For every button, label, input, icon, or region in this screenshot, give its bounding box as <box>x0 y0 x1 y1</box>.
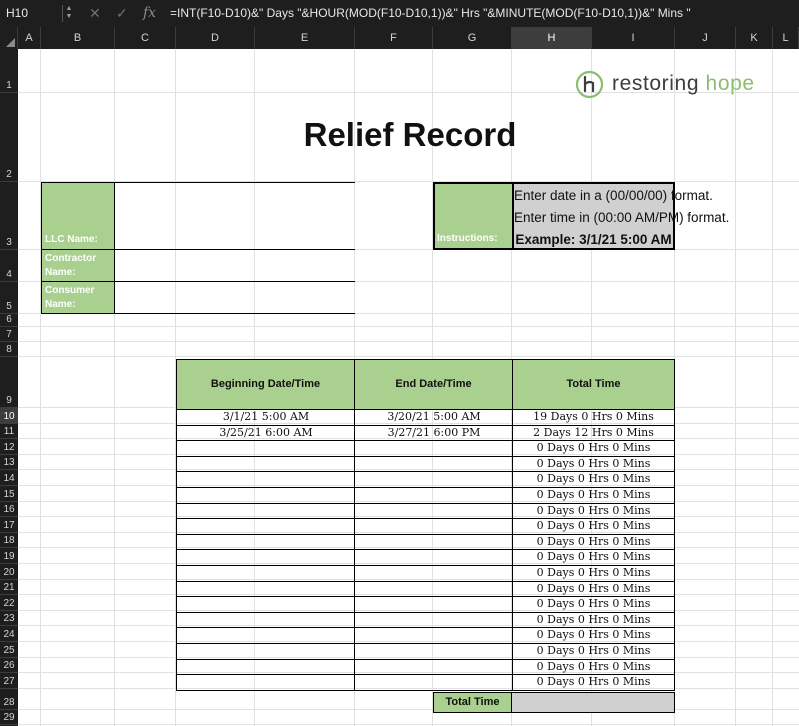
row-header-18[interactable] <box>0 533 18 549</box>
beginning-date-time-cell[interactable] <box>176 597 355 613</box>
column-header-h[interactable]: H <box>512 27 592 49</box>
grid-column-line <box>772 49 773 726</box>
row-header-25[interactable] <box>0 642 18 658</box>
row-header-20[interactable] <box>0 564 18 580</box>
row-number: 26 <box>3 660 15 672</box>
consumer-name-label-line1: Consumer <box>45 285 95 296</box>
contractor-name-label-cell <box>41 250 115 282</box>
column-header-j[interactable]: J <box>675 27 736 49</box>
column-header-d[interactable]: D <box>176 27 255 49</box>
beginning-date-time-cell[interactable] <box>176 441 355 457</box>
beginning-date-time-cell[interactable] <box>176 660 355 676</box>
row-header-8[interactable] <box>0 342 18 357</box>
row-header-9[interactable] <box>0 357 18 408</box>
total-time-cell[interactable]: 0 Days 0 Hrs 0 Mins <box>512 488 675 504</box>
grid-column-line <box>114 49 115 726</box>
row-header-27[interactable] <box>0 673 18 689</box>
row-number: 6 <box>6 314 12 325</box>
logo-word-hope: hope <box>705 72 755 95</box>
table-row <box>176 675 675 691</box>
column-header-a[interactable]: A <box>18 27 41 49</box>
beginning-date-time-cell[interactable] <box>176 457 355 473</box>
beginning-date-time-cell[interactable] <box>176 582 355 598</box>
header-beginning-date-time: Beginning Date/Time <box>176 359 355 410</box>
total-time-cell[interactable]: 2 Days 12 Hrs 0 Mins <box>512 426 675 442</box>
beginning-date-time-cell[interactable] <box>176 675 355 691</box>
row-number: 18 <box>3 535 15 547</box>
row-number: 11 <box>3 426 15 438</box>
row-number: 19 <box>3 550 15 562</box>
instructions-line-1: Enter date in a (00/00/00) format. <box>514 188 713 203</box>
end-date-time-cell[interactable] <box>354 675 513 691</box>
instructions-label: Instructions: <box>437 233 498 244</box>
enter-icon[interactable]: ✓ <box>116 5 128 21</box>
end-date-time-cell[interactable] <box>354 504 513 520</box>
consumer-name-input[interactable] <box>115 282 355 314</box>
end-date-time-cell[interactable] <box>354 472 513 488</box>
end-date-time-cell[interactable]: 3/20/21 5:00 AM <box>354 410 513 426</box>
column-header-i[interactable]: I <box>592 27 675 49</box>
total-time-cell[interactable]: 0 Days 0 Hrs 0 Mins <box>512 597 675 613</box>
total-time-cell[interactable]: 0 Days 0 Hrs 0 Mins <box>512 519 675 535</box>
llc-name-label-cell <box>41 182 115 250</box>
cancel-icon[interactable]: ✕ <box>89 5 101 21</box>
name-box-dropdown-icon[interactable]: ▲ ▼ <box>65 5 73 20</box>
total-time-cell[interactable]: 0 Days 0 Hrs 0 Mins <box>512 582 675 598</box>
llc-name-input[interactable] <box>115 182 355 250</box>
beginning-date-time-cell[interactable]: 3/1/21 5:00 AM <box>176 410 355 426</box>
row-header-14[interactable] <box>0 470 18 486</box>
table-row <box>176 457 675 473</box>
table-row <box>176 628 675 644</box>
end-date-time-cell[interactable] <box>354 628 513 644</box>
contractor-name-input[interactable] <box>115 250 355 282</box>
name-box-divider <box>62 5 63 22</box>
beginning-date-time-cell[interactable] <box>176 613 355 629</box>
row-header-1[interactable] <box>0 49 18 93</box>
row-number: 28 <box>3 696 15 708</box>
total-time-cell[interactable]: 0 Days 0 Hrs 0 Mins <box>512 566 675 582</box>
row-number: 8 <box>6 344 12 355</box>
end-date-time-cell[interactable] <box>354 566 513 582</box>
contractor-name-label-line2: Name: <box>45 267 76 278</box>
row-number: 4 <box>6 269 12 280</box>
column-header-l[interactable]: L <box>773 27 799 49</box>
row-header-15[interactable] <box>0 486 18 502</box>
formula-input[interactable]: =INT(F10-D10)&" Days "&HOUR(MOD(F10-D10,1))&" Hrs "&MINUTE(MOD(F10-D10,1))&" Mins " <box>170 6 691 20</box>
insert-function-icon[interactable]: fx <box>143 5 157 21</box>
column-header-bar <box>0 27 799 49</box>
table-row <box>176 660 675 676</box>
beginning-date-time-cell[interactable] <box>176 628 355 644</box>
row-number: 15 <box>3 488 15 500</box>
table-row <box>176 644 675 660</box>
header-end-date-time: End Date/Time <box>354 359 513 410</box>
total-time-value[interactable] <box>512 692 675 713</box>
row-header-4[interactable] <box>0 250 18 282</box>
row-header-22[interactable] <box>0 595 18 611</box>
name-box[interactable]: H10 <box>6 6 29 20</box>
row-header-5[interactable] <box>0 282 18 314</box>
row-number: 9 <box>6 395 12 406</box>
row-header-28[interactable] <box>0 689 18 710</box>
row-header-19[interactable] <box>0 548 18 564</box>
consumer-name-label-line2: Name: <box>45 299 76 310</box>
table-row <box>176 488 675 504</box>
logo-text <box>612 68 755 100</box>
table-row <box>176 504 675 520</box>
end-date-time-cell[interactable] <box>354 441 513 457</box>
table-row <box>176 582 675 598</box>
row-header-10[interactable] <box>0 408 18 424</box>
column-header-k[interactable]: K <box>736 27 773 49</box>
table-row <box>176 426 675 442</box>
row-number: 23 <box>3 613 15 625</box>
end-date-time-cell[interactable] <box>354 597 513 613</box>
logo-word-restoring: restoring <box>612 72 700 95</box>
beginning-date-time-cell[interactable] <box>176 535 355 551</box>
end-date-time-cell[interactable] <box>354 519 513 535</box>
instructions-line-2: Enter time in (00:00 AM/PM) format. <box>514 210 730 225</box>
grid-column-line <box>735 49 736 726</box>
select-all-button[interactable] <box>0 27 18 49</box>
row-header-2[interactable] <box>0 93 18 182</box>
contractor-name-label-line1: Contractor <box>45 253 97 264</box>
header-total-time: Total Time <box>512 359 675 410</box>
end-date-time-cell[interactable] <box>354 488 513 504</box>
formula-bar <box>0 0 799 27</box>
column-header-f[interactable]: F <box>355 27 433 49</box>
total-time-cell[interactable]: 0 Days 0 Hrs 0 Mins <box>512 550 675 566</box>
column-header-e[interactable]: E <box>255 27 355 49</box>
total-time-cell[interactable]: 0 Days 0 Hrs 0 Mins <box>512 675 675 691</box>
row-number: 7 <box>6 329 12 340</box>
end-date-time-cell[interactable] <box>354 644 513 660</box>
row-number: 12 <box>3 441 15 453</box>
row-header-bar <box>0 49 18 726</box>
row-header-3[interactable] <box>0 182 18 250</box>
row-header-6[interactable] <box>0 314 18 327</box>
total-time-cell[interactable]: 0 Days 0 Hrs 0 Mins <box>512 628 675 644</box>
row-header-26[interactable] <box>0 658 18 674</box>
grid-row-line <box>18 724 799 725</box>
table-row <box>176 613 675 629</box>
total-time-cell[interactable]: 0 Days 0 Hrs 0 Mins <box>512 441 675 457</box>
select-all-icon <box>6 38 15 47</box>
instructions-box <box>512 182 730 250</box>
end-date-time-cell[interactable] <box>354 535 513 551</box>
beginning-date-time-cell[interactable] <box>176 566 355 582</box>
row-number: 14 <box>3 472 15 484</box>
row-number: 29 <box>3 711 15 723</box>
beginning-date-time-cell[interactable] <box>176 519 355 535</box>
table-row <box>176 472 675 488</box>
row-number: 16 <box>3 504 15 516</box>
row-header-21[interactable] <box>0 580 18 596</box>
grid-column-line <box>40 49 41 726</box>
page-title: Relief Record <box>303 116 517 153</box>
row-number: 24 <box>3 628 15 640</box>
row-number: 17 <box>3 519 15 531</box>
row-number: 25 <box>3 644 15 656</box>
row-header-29[interactable] <box>0 710 18 725</box>
total-time-cell[interactable]: 0 Days 0 Hrs 0 Mins <box>512 504 675 520</box>
relief-table-header <box>176 359 675 410</box>
row-header-11[interactable] <box>0 424 18 440</box>
total-time-cell[interactable]: 0 Days 0 Hrs 0 Mins <box>512 535 675 551</box>
total-time-cell[interactable]: 0 Days 0 Hrs 0 Mins <box>512 457 675 473</box>
end-date-time-cell[interactable]: 3/27/21 6:00 PM <box>354 426 513 442</box>
end-date-time-cell[interactable] <box>354 613 513 629</box>
table-row <box>176 519 675 535</box>
row-header-24[interactable] <box>0 626 18 642</box>
row-number: 21 <box>3 582 15 594</box>
instructions-label-cell <box>433 182 512 250</box>
grid-row-line <box>18 326 799 327</box>
total-time-cell[interactable]: 0 Days 0 Hrs 0 Mins <box>512 644 675 660</box>
table-row <box>176 566 675 582</box>
beginning-date-time-cell[interactable] <box>176 504 355 520</box>
row-header-7[interactable] <box>0 327 18 342</box>
grid-row-line <box>18 709 799 710</box>
row-number: 3 <box>6 237 12 248</box>
row-number: 20 <box>3 566 15 578</box>
instructions-line-3: Example: 3/1/21 5:00 AM <box>515 232 672 247</box>
grid-row-line <box>18 356 799 357</box>
row-number: 10 <box>3 410 15 422</box>
column-header-b[interactable]: B <box>41 27 115 49</box>
llc-name-label: LLC Name: <box>45 234 98 245</box>
row-header-23[interactable] <box>0 611 18 627</box>
row-header-13[interactable] <box>0 455 18 471</box>
end-date-time-cell[interactable] <box>354 550 513 566</box>
row-number: 1 <box>6 80 12 91</box>
consumer-name-label-cell <box>41 282 115 314</box>
table-row <box>176 535 675 551</box>
end-date-time-cell[interactable] <box>354 660 513 676</box>
grid-row-line <box>18 341 799 342</box>
row-number: 27 <box>3 675 15 687</box>
beginning-date-time-cell[interactable] <box>176 550 355 566</box>
end-date-time-cell[interactable] <box>354 457 513 473</box>
beginning-date-time-cell[interactable] <box>176 644 355 660</box>
row-number: 13 <box>3 457 15 469</box>
table-row <box>176 597 675 613</box>
logo-mark-icon <box>575 70 604 99</box>
row-number: 5 <box>6 301 12 312</box>
row-number: 2 <box>6 169 12 180</box>
total-time-cell[interactable]: 0 Days 0 Hrs 0 Mins <box>512 660 675 676</box>
total-time-cell[interactable]: 0 Days 0 Hrs 0 Mins <box>512 613 675 629</box>
column-header-c[interactable]: C <box>115 27 176 49</box>
row-header-12[interactable] <box>0 439 18 455</box>
column-header-g[interactable]: G <box>433 27 512 49</box>
row-header-17[interactable] <box>0 517 18 533</box>
row-header-16[interactable] <box>0 502 18 518</box>
total-time-label: Total Time <box>433 692 512 713</box>
end-date-time-cell[interactable] <box>354 582 513 598</box>
beginning-date-time-cell[interactable] <box>176 472 355 488</box>
total-time-cell[interactable]: 0 Days 0 Hrs 0 Mins <box>512 472 675 488</box>
table-row <box>176 410 675 426</box>
table-row <box>176 441 675 457</box>
beginning-date-time-cell[interactable] <box>176 488 355 504</box>
table-row <box>176 550 675 566</box>
beginning-date-time-cell[interactable]: 3/25/21 6:00 AM <box>176 426 355 442</box>
total-time-cell[interactable]: 19 Days 0 Hrs 0 Mins <box>512 410 675 426</box>
row-number: 22 <box>3 597 15 609</box>
